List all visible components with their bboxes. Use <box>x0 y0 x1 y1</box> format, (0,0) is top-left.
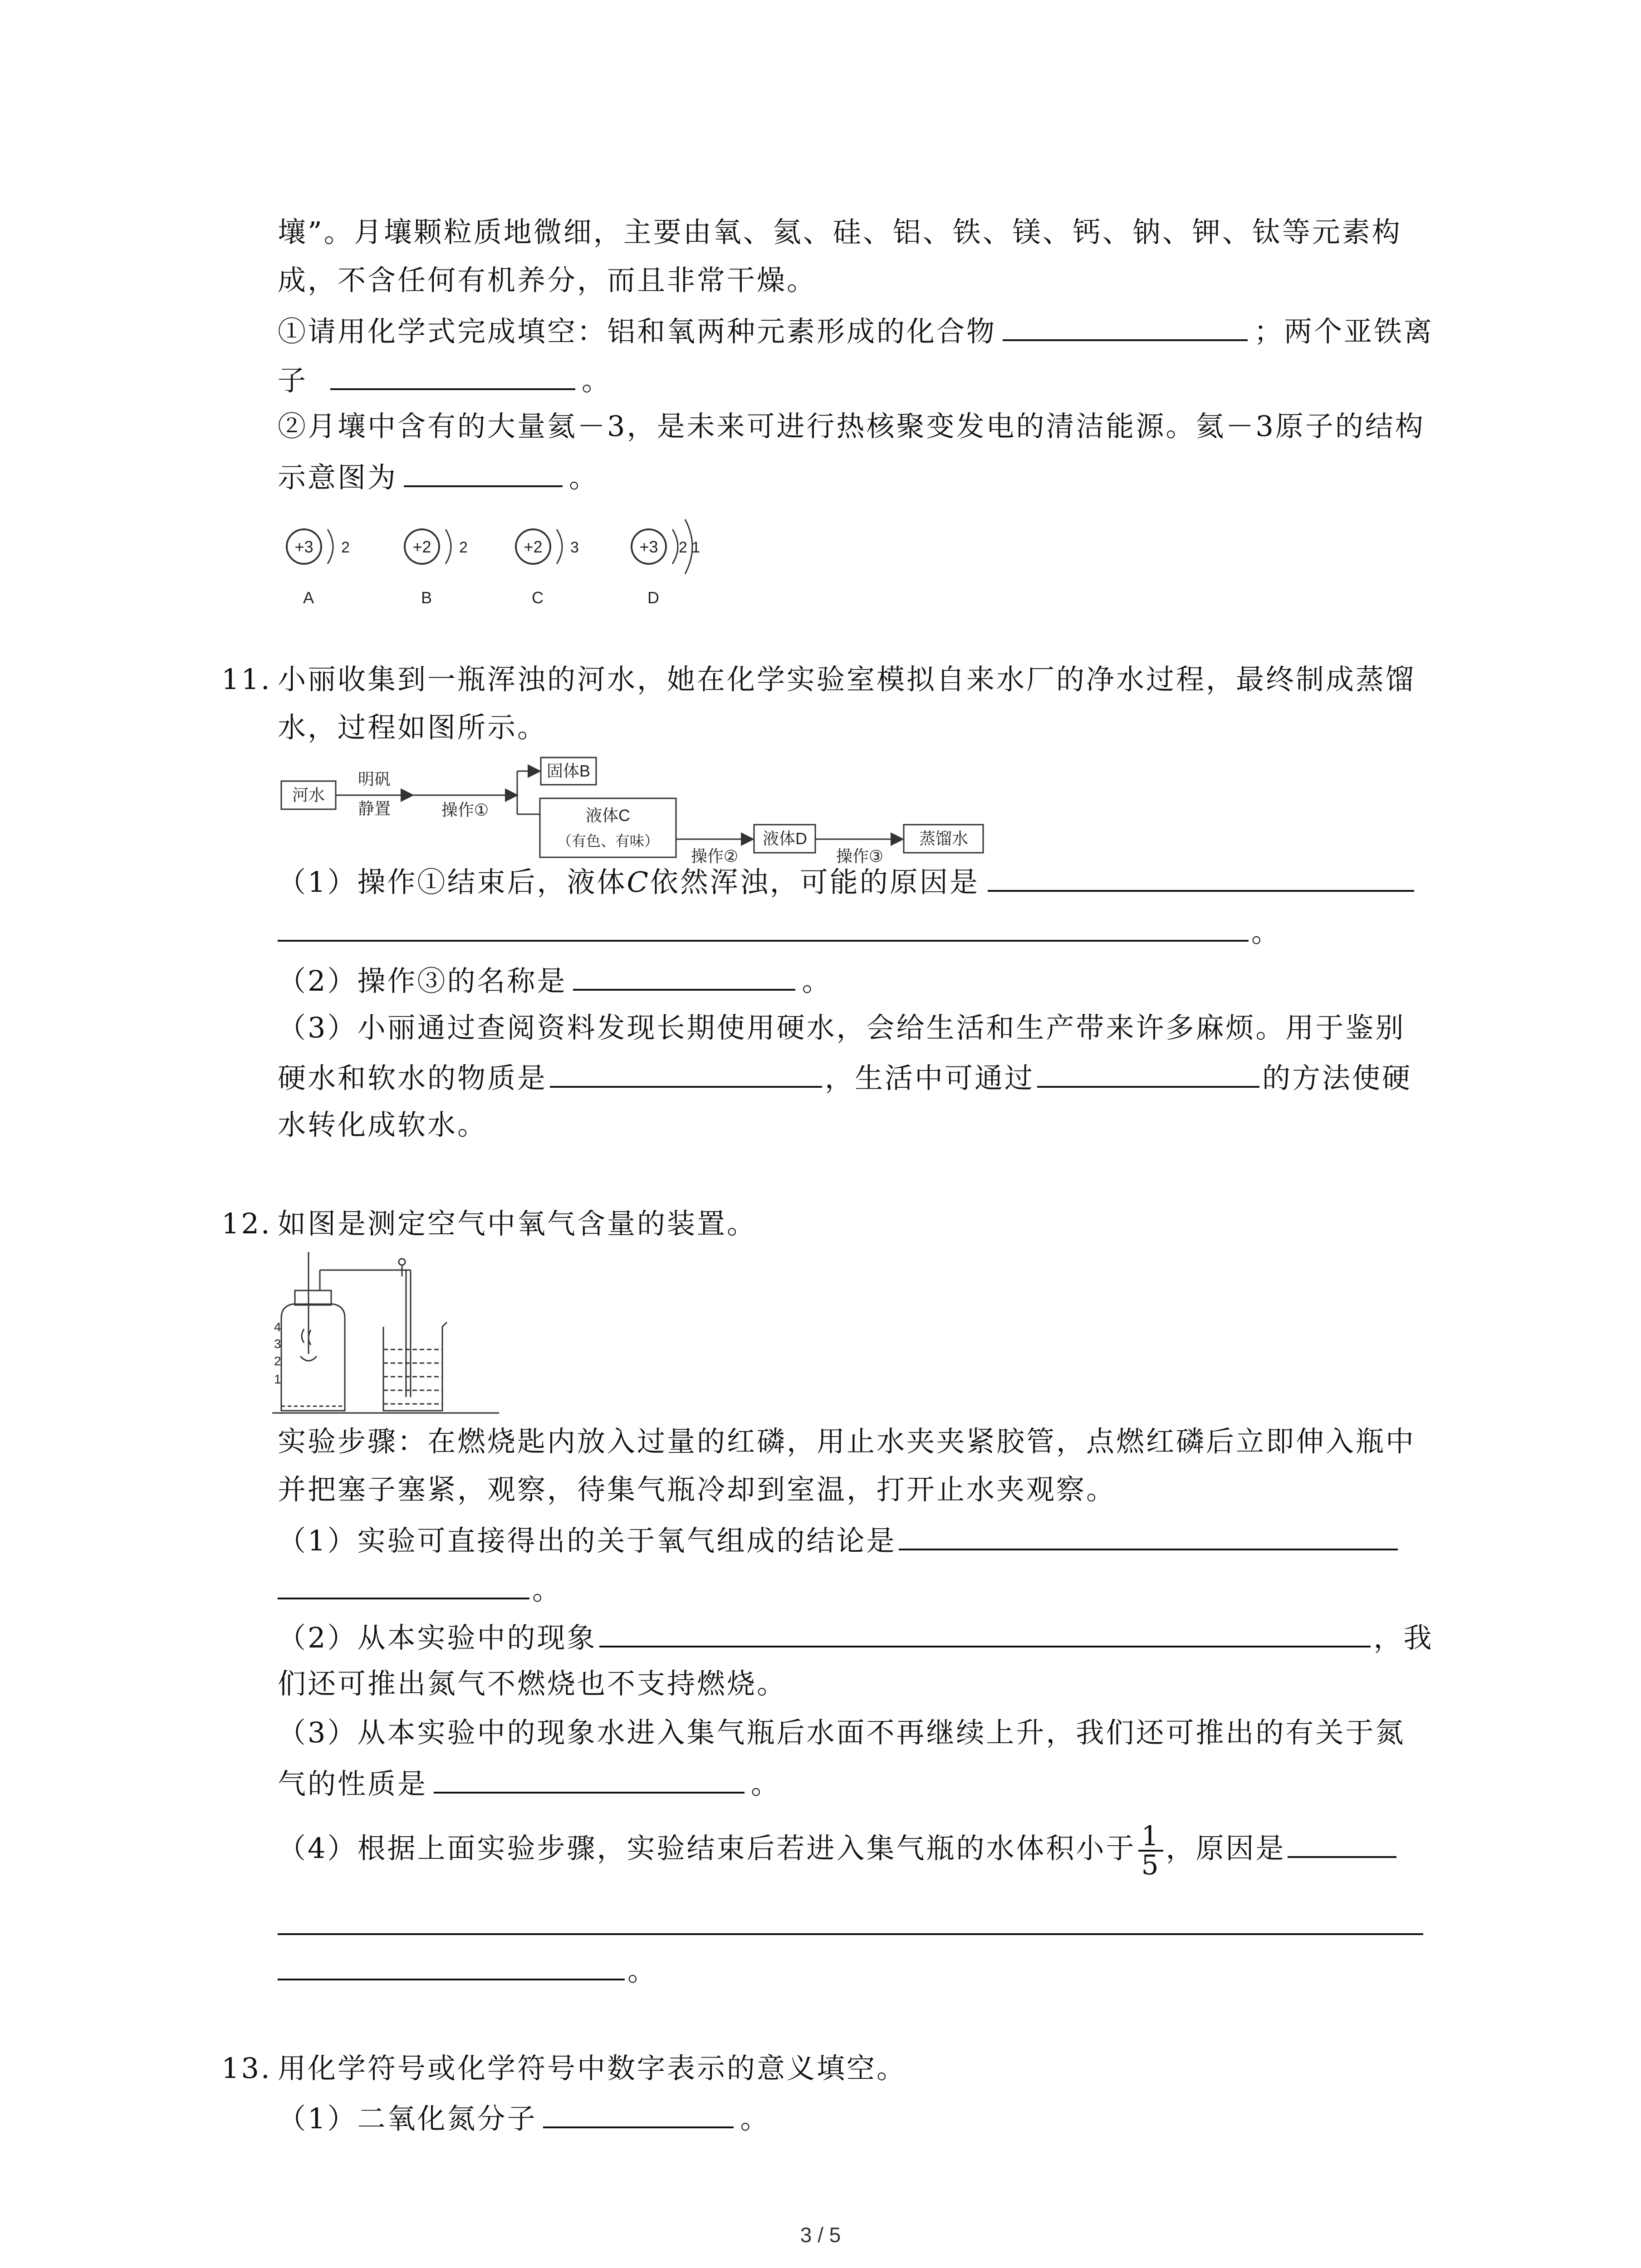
answer-blank[interactable] <box>278 1569 529 1599</box>
answer-blank[interactable] <box>1037 1058 1259 1088</box>
q10-sub2-cont <box>278 457 599 496</box>
q12-p3: （3）从本实验中的现象水进入集气瓶后水面不再继续上升，我们还可推出的有关于氮 <box>278 1716 1406 1749</box>
scale-mark: 2 <box>274 1354 281 1368</box>
nucleus-charge: +3 <box>639 538 658 556</box>
q11-p3-cont <box>278 1058 1412 1096</box>
q12-p4 <box>278 1814 1396 1882</box>
q11-p1-text: （1）操作①结束后，液体 <box>278 865 627 899</box>
q13-stem: 用化学符号或化学符号中数字表示的意义填空。 <box>278 2052 907 2085</box>
fraction-one-fifth <box>1138 1820 1163 1881</box>
q12-p1-cont <box>278 1569 562 1608</box>
q10-line1: 壤”。月壤颗粒质地微细，主要由氧、氦、硅、铝、铁、镁、钙、钠、钾、钛等元素构 <box>278 215 1402 249</box>
period: 。 <box>569 461 599 494</box>
period: 。 <box>740 2102 770 2135</box>
period: 。 <box>532 1573 563 1606</box>
q11-p3-end: 水转化成软水。 <box>278 1108 488 1141</box>
option-label: D <box>647 588 659 607</box>
option-label: C <box>532 588 544 607</box>
flow-liquid-c: 液体C <box>586 806 630 825</box>
q11-p3-text2: ，生活中可通过 <box>825 1061 1035 1095</box>
answer-blank[interactable] <box>550 1058 822 1088</box>
q11-number: 11. <box>221 663 272 696</box>
answer-blank[interactable] <box>278 912 1249 942</box>
q12-p2-text: （2）从本实验中的现象 <box>278 1621 597 1654</box>
q10-line2: 成，不含任何有机养分，而且非常干燥。 <box>278 264 817 297</box>
scale-mark: 1 <box>274 1372 281 1386</box>
scale-mark: 4 <box>274 1320 281 1334</box>
q12-steps2: 并把塞子塞紧，观察，待集气瓶冷却到室温，打开止水夹观察。 <box>278 1473 1117 1506</box>
period: 。 <box>1251 915 1282 948</box>
q12-p2 <box>278 1618 1433 1656</box>
oxygen-content-apparatus <box>272 1252 517 1424</box>
q10-sub2: ②月壤中含有的大量氦－3，是未来可进行热核聚变发电的清洁能源。氦－3原子的结构 <box>278 410 1425 443</box>
flow-op3: 操作③ <box>836 847 884 865</box>
answer-blank[interactable] <box>599 1618 1371 1647</box>
period: 。 <box>802 964 832 997</box>
flow-distilled: 蒸馏水 <box>919 829 969 848</box>
answer-blank[interactable] <box>330 360 575 390</box>
nucleus-charge: +2 <box>524 538 543 556</box>
answer-blank[interactable] <box>543 2098 734 2128</box>
period: 。 <box>582 364 612 397</box>
flow-liquid-c-note: （有色、有味） <box>557 833 659 849</box>
q10-sub1-cont <box>278 360 612 399</box>
q10-sub1-text2: ；两个亚铁离 <box>1254 315 1434 348</box>
q10-sub1-text3: 子 <box>278 364 308 397</box>
q12-p4-cont <box>278 1950 657 1989</box>
q10-sub2-text: 示意图为 <box>278 461 398 494</box>
answer-blank[interactable] <box>404 457 563 487</box>
q12-p3-cont <box>278 1764 781 1802</box>
answer-blank[interactable] <box>988 862 1414 892</box>
q11-p1-cont <box>278 912 1281 950</box>
q11-stem1: 小丽收集到一瓶浑浊的河水，她在化学实验室模拟自来水厂的净水过程，最终制成蒸馏 <box>278 663 1416 696</box>
q11-p1 <box>278 862 1414 900</box>
q11-p3: （3）小丽通过查阅资料发现长期使用硬水，会给生活和生产带来许多麻烦。用于鉴别 <box>278 1011 1406 1044</box>
q13-number: 13. <box>221 2052 272 2085</box>
scale-mark: 3 <box>274 1337 281 1351</box>
q12-p4-text2: ，原因是 <box>1166 1832 1286 1865</box>
q10-sub1 <box>278 311 1434 350</box>
atom-option-b <box>405 529 468 607</box>
atom-option-c <box>516 529 579 607</box>
q12-p1 <box>278 1520 1398 1559</box>
q10-sub1-text: ①请用化学式完成填空：铝和氧两种元素形成的化合物 <box>278 315 997 348</box>
q11-p2-text: （2）操作③的名称是 <box>278 964 567 997</box>
q12-stem: 如图是测定空气中氧气含量的装置。 <box>278 1207 757 1240</box>
flow-solid-b: 固体B <box>546 762 591 780</box>
answer-blank[interactable] <box>899 1520 1398 1550</box>
flow-op2: 操作② <box>691 847 739 865</box>
nucleus-charge: +2 <box>412 538 431 556</box>
q13-p1 <box>278 2098 770 2137</box>
answer-blank[interactable] <box>434 1764 745 1794</box>
answer-blank[interactable] <box>573 961 795 991</box>
nucleus-charge: +3 <box>294 538 314 556</box>
electron-count: 3 <box>570 539 579 556</box>
q12-p4-text: （4）根据上面实验步骤，实验结束后若进入集气瓶的水体积小于 <box>278 1832 1136 1865</box>
q11-p3-text: 硬水和软水的物质是 <box>278 1061 548 1095</box>
period: 。 <box>627 1954 658 1987</box>
fraction-numerator: 1 <box>1138 1823 1163 1852</box>
flow-settle: 静置 <box>358 799 391 818</box>
flow-river: 河水 <box>292 786 325 804</box>
option-label: A <box>303 588 314 607</box>
flow-alum: 明矾 <box>358 770 391 788</box>
period: 。 <box>751 1767 781 1800</box>
atom-option-a <box>287 529 350 607</box>
electron-count: 2 1 <box>679 539 700 556</box>
flow-op1: 操作① <box>441 801 489 819</box>
q11-p1-text2: 依然浑浊，可能的原因是 <box>650 865 980 899</box>
answer-blank[interactable] <box>1003 311 1248 341</box>
q11-p1-var: C <box>627 865 650 899</box>
q12-number: 12. <box>221 1207 272 1240</box>
q12-p4-blank-line <box>278 1905 1423 1944</box>
fraction-denominator: 5 <box>1141 1849 1161 1881</box>
purification-flowchart <box>272 753 1053 866</box>
q12-p2-text2: ，我 <box>1373 1621 1434 1654</box>
q13-p1-text: （1）二氧化氮分子 <box>278 2102 537 2135</box>
answer-blank[interactable] <box>278 1950 625 1980</box>
flow-liquid-d: 液体D <box>763 829 807 848</box>
atom-structure-options <box>272 503 726 612</box>
q12-p3-text: 气的性质是 <box>278 1767 428 1800</box>
q12-p2-cont: 们还可推出氮气不燃烧也不支持燃烧。 <box>278 1667 787 1700</box>
atom-option-d <box>632 519 700 607</box>
q12-steps1: 实验步骤：在燃烧匙内放入过量的红磷，用止水夹夹紧胶管，点燃红磷后立即伸入瓶中 <box>278 1425 1416 1458</box>
electron-count: 2 <box>459 539 468 556</box>
page-number: 3 / 5 <box>800 2223 841 2247</box>
q11-stem2: 水，过程如图所示。 <box>278 711 548 744</box>
q11-p3-text3: 的方法使硬 <box>1262 1061 1412 1095</box>
q11-p2 <box>278 961 832 999</box>
answer-blank[interactable] <box>1288 1828 1396 1858</box>
electron-count: 2 <box>341 539 350 556</box>
answer-blank[interactable] <box>278 1905 1423 1935</box>
option-label: B <box>421 588 432 607</box>
q12-p1-text: （1）实验可直接得出的关于氧气组成的结论是 <box>278 1524 896 1557</box>
